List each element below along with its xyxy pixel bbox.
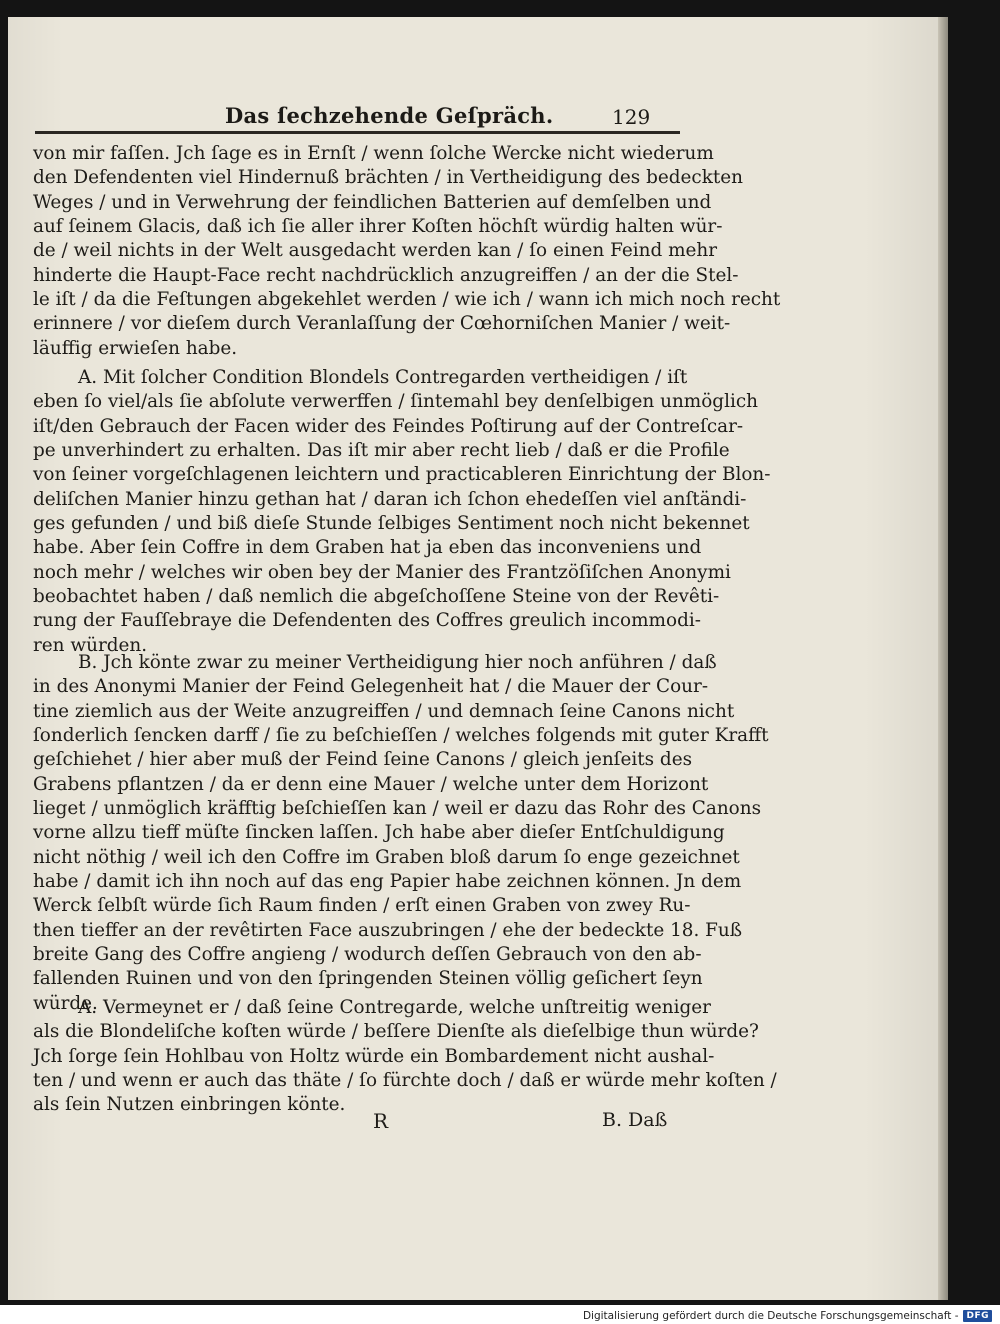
- text-line: tine ziemlich aus der Weite anzugreiffen / und demnach ſeine Canons nicht: [33, 700, 735, 722]
- text-line: geſchiehet / hier aber muß der Feind ſeine Canons / gleich jenſeits des: [33, 749, 693, 771]
- text-line: iſt/den Gebrauch der Facen wider des Feindes Poſtirung auf der Contreſcar-: [33, 415, 744, 437]
- text-line: ten / und wenn er auch das thäte / ſo fürchte doch / daß er würde mehr koſten /: [33, 1070, 777, 1092]
- paragraph-4: [33, 996, 777, 1118]
- signature-mark: R: [373, 1109, 389, 1133]
- text-line: beobachtet haben / daß nemlich die abgeſchoſſene Steine von der Revêti-: [33, 586, 720, 608]
- footer-text: Digitalisierung gefördert durch die Deutsche Forschungsgemeinschaft -: [582, 1309, 959, 1322]
- text-line: von ſeiner vorgeſchlagenen leichtern und practicableren Einrichtung der Blon-: [33, 464, 771, 486]
- paragraph-2: [33, 366, 771, 658]
- text-line: le iſt / da die Feſtungen abgekehlet werden / wie ich / wann ich mich noch recht: [33, 289, 781, 311]
- running-head-title: Das ſechzehende Geſpräch.: [225, 103, 554, 128]
- text-line: habe. Aber ſein Coffre in dem Graben hat ja eben das inconveniens und: [33, 537, 702, 559]
- catchword: B. Daß: [602, 1109, 668, 1131]
- text-line: fallenden Ruinen und von den ſpringenden Steinen völlig geſichert ſeyn: [33, 968, 703, 990]
- text-line: vorne allzu tieff müſte ſincken laſſen. Jch habe aber dieſer Entſchuldigung: [33, 822, 725, 844]
- text-line: B. Jch könte zwar zu meiner Vertheidigung hier noch anführen / daß: [78, 652, 717, 673]
- text-line: rung der Fauſſebraye die Defendenten des Coffres greulich incommodi-: [33, 610, 701, 632]
- text-line: hinderte die Haupt-Face recht nachdrücklich anzugreiffen / an der die Stel-: [33, 264, 739, 286]
- text-line: de / weil nichts in der Welt ausgedacht werden kan / ſo einen Feind mehr: [33, 240, 718, 262]
- text-line: den Defendenten viel Hindernuß brächten / in Vertheidigung des bedeckten: [33, 167, 743, 189]
- header-rule: [35, 131, 680, 134]
- text-line: auf ſeinem Glacis, daß ich ſie aller ihrer Koſten höchſt würdig halten wür-: [33, 216, 723, 238]
- text-line: in des Anonymi Manier der Feind Gelegenheit hat / die Mauer der Cour-: [33, 676, 709, 698]
- text-line: deliſchen Manier hinzu gethan hat / daran ich ſchon ehedeſſen viel anſtändi-: [33, 488, 747, 510]
- footer-credit: [583, 1307, 992, 1324]
- text-line: A. Mit ſolcher Condition Blondels Contregarden vertheidigen / iſt: [78, 367, 688, 388]
- text-line: von mir faſſen. Jch ſage es in Ernſt / wenn ſolche Wercke nicht wiederum: [33, 143, 714, 164]
- text-line: ges gefunden / und biß dieſe Stunde ſelbiges Sentiment noch nicht bekennet: [33, 513, 750, 535]
- text-line: breite Gang des Coffre angieng / wodurch deſſen Gebrauch von den ab-: [33, 944, 702, 966]
- text-line: eben ſo viel/als ſie abſolute verwerffen / ſintemahl bey denſelbigen unmöglich: [33, 391, 758, 413]
- text-line: ren würden.: [33, 634, 148, 656]
- text-line: erinnere / vor dieſem durch Veranlaſſung der Cœhorniſchen Manier / weit-: [33, 313, 731, 335]
- text-line: läuffig erwieſen habe.: [33, 337, 238, 359]
- paragraph-1: [33, 142, 781, 361]
- page-number: 129: [612, 105, 651, 129]
- dfg-logo: DFG: [963, 1310, 992, 1322]
- text-line: als ſein Nutzen einbringen könte.: [33, 1094, 346, 1116]
- text-line: würde.: [33, 992, 98, 1014]
- text-line: then tieffer an der revêtirten Face auszubringen / ehe der bedeckte 18. Fuß: [33, 919, 743, 941]
- text-line: pe unverhindert zu erhalten. Das iſt mir aber recht lieb / daß er die Profile: [33, 440, 730, 462]
- text-line: als die Blondeliſche koſten würde / beſſere Dienſte als dieſelbige thun würde?: [33, 1021, 759, 1043]
- text-line: Werck ſelbſt würde ſich Raum finden / erſt einen Graben von zwey Ru-: [33, 895, 691, 917]
- text-line: noch mehr / welches wir oben bey der Manier des Frantzöſiſchen Anonymi: [33, 561, 731, 583]
- text-line: A. Vermeynet er / daß ſeine Contregarde, welche unſtreitig weniger: [78, 997, 711, 1018]
- page-edge: [938, 17, 948, 1300]
- text-line: lieget / unmöglich kräfftig beſchieſſen kan / weil er dazu das Rohr des Canons: [33, 798, 762, 820]
- text-line: Grabens pflantzen / da er denn eine Mauer / welche unter dem Horizont: [33, 773, 709, 795]
- paragraph-3: [33, 651, 769, 1016]
- text-line: Jch ſorge ſein Hohlbau von Holtz würde ein Bombardement nicht aushal-: [33, 1045, 715, 1067]
- text-line: nicht nöthig / weil ich den Coffre im Graben bloß darum ſo enge gezeichnet: [33, 846, 740, 868]
- text-line: habe / damit ich ihn noch auf das eng Papier habe zeichnen können. Jn dem: [33, 871, 742, 893]
- text-line: Weges / und in Verwehrung der feindlichen Batterien auf demſelben und: [33, 191, 712, 213]
- text-line: ſonderlich ſencken darff / ſie zu beſchieſſen / welches folgends mit guter Krafft: [33, 725, 769, 747]
